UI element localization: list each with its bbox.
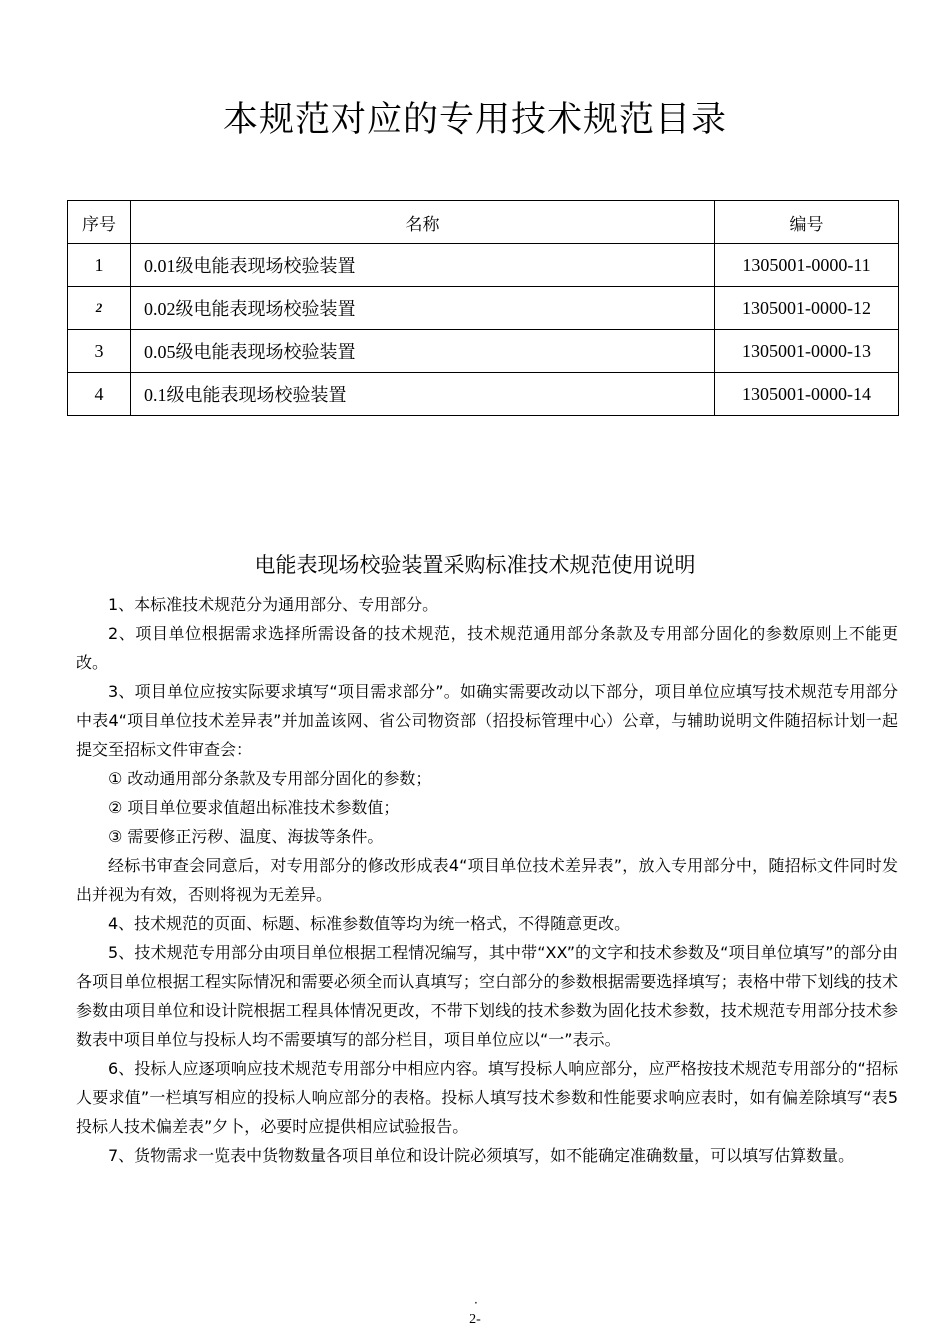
- note-paragraph: 1、本标准技术规范分为通用部分、专用部分。: [108, 595, 439, 614]
- notes-body: [76, 590, 898, 1170]
- row-seq: 2: [68, 287, 131, 330]
- note-paragraph: 经标书审查会同意后，对专用部分的修改形成表4“项目单位技术差异表”，放入专用部分中，随招标文件同时发出并视为有效，否则将视为无差异。: [76, 856, 898, 904]
- header-code: 编号: [715, 201, 899, 244]
- note-subitem: ② 项目单位要求值超出标准技术参数值；: [108, 798, 400, 817]
- row-code: 1305001-0000-11: [715, 244, 899, 287]
- notes-title: 电能表现场校验装置采购标准技术规范使用说明: [254, 553, 696, 577]
- table-row: [68, 330, 899, 373]
- table-row: [68, 373, 899, 416]
- catalog-table: [67, 200, 899, 416]
- header-seq: 序号: [68, 201, 131, 244]
- table-row: [68, 287, 899, 330]
- table-header-row: [68, 201, 899, 244]
- row-code: 1305001-0000-14: [715, 373, 899, 416]
- note-paragraph: 6、投标人应逐项响应技术规范专用部分中相应内容。填写投标人响应部分，应严格按技术规范专用部分的“招标人要求值”一栏填写相应的投标人响应部分的表格。投标人填写技术参数和性能要求响应表时，如有偏差除填写“表5投标人技术偏差表”夕卜，必要时应提供相应试验报告。: [76, 1059, 898, 1136]
- row-seq: 3: [68, 330, 131, 373]
- page-title: 本规范对应的专用技术规范目录: [222, 100, 727, 140]
- note-subitem: ① 改动通用部分条款及专用部分固化的参数；: [108, 769, 432, 788]
- header-name: 名称: [131, 201, 715, 244]
- row-code: 1305001-0000-13: [715, 330, 899, 373]
- note-paragraph: 5、技术规范专用部分由项目单位根据工程情况编写，其中带“XX”的文字和技术参数及“项目单位填写”的部分由各项目单位根据工程实际情况和需要必须全而认真填写；空白部分的参数根据需要选择填写；表格中带下划线的技术参数由项目单位和设计院根据工程具体情况更改，不带下划线的技术参数为固化技术参数，技术规范专用部分技术参数表中项目单位与投标人均不需要填写的部分栏目，项目单位应以“一”表示。: [76, 943, 898, 1049]
- note-paragraph: 7、货物需求一览表中货物数量各项目单位和设计院必须填写，如不能确定准确数量，可以填写估算数量。: [108, 1146, 855, 1165]
- row-name: 0.01级电能表现场校验装置: [131, 244, 715, 287]
- row-seq: 4: [68, 373, 131, 416]
- note-paragraph: 4、技术规范的页面、标题、标准参数值等均为统一格式，不得随意更改。: [108, 914, 631, 933]
- row-name: 0.05级电能表现场校验装置: [131, 330, 715, 373]
- table-row: [68, 244, 899, 287]
- note-subitem: ③ 需要修正污秽、温度、海拔等条件。: [108, 827, 384, 846]
- note-paragraph: 3、项目单位应按实际要求填写“项目需求部分”。如确实需要改动以下部分，项目单位应填写技术规范专用部分中表4“项目单位技术差异表”并加盖该网、省公司物资部（招投标管理中心）公章，与辅助说明文件随招标计划一起提交至招标文件审查会：: [76, 682, 898, 759]
- row-name: 0.1级电能表现场校验装置: [131, 373, 715, 416]
- note-paragraph: 2、项目单位根据需求选择所需设备的技术规范，技术规范通用部分条款及专用部分固化的参数原则上不能更改。: [76, 624, 898, 672]
- row-name: 0.02级电能表现场校验装置: [131, 287, 715, 330]
- page-dot: ·: [474, 1296, 478, 1310]
- row-code: 1305001-0000-12: [715, 287, 899, 330]
- page-number: 2-: [469, 1312, 481, 1327]
- row-seq: 1: [68, 244, 131, 287]
